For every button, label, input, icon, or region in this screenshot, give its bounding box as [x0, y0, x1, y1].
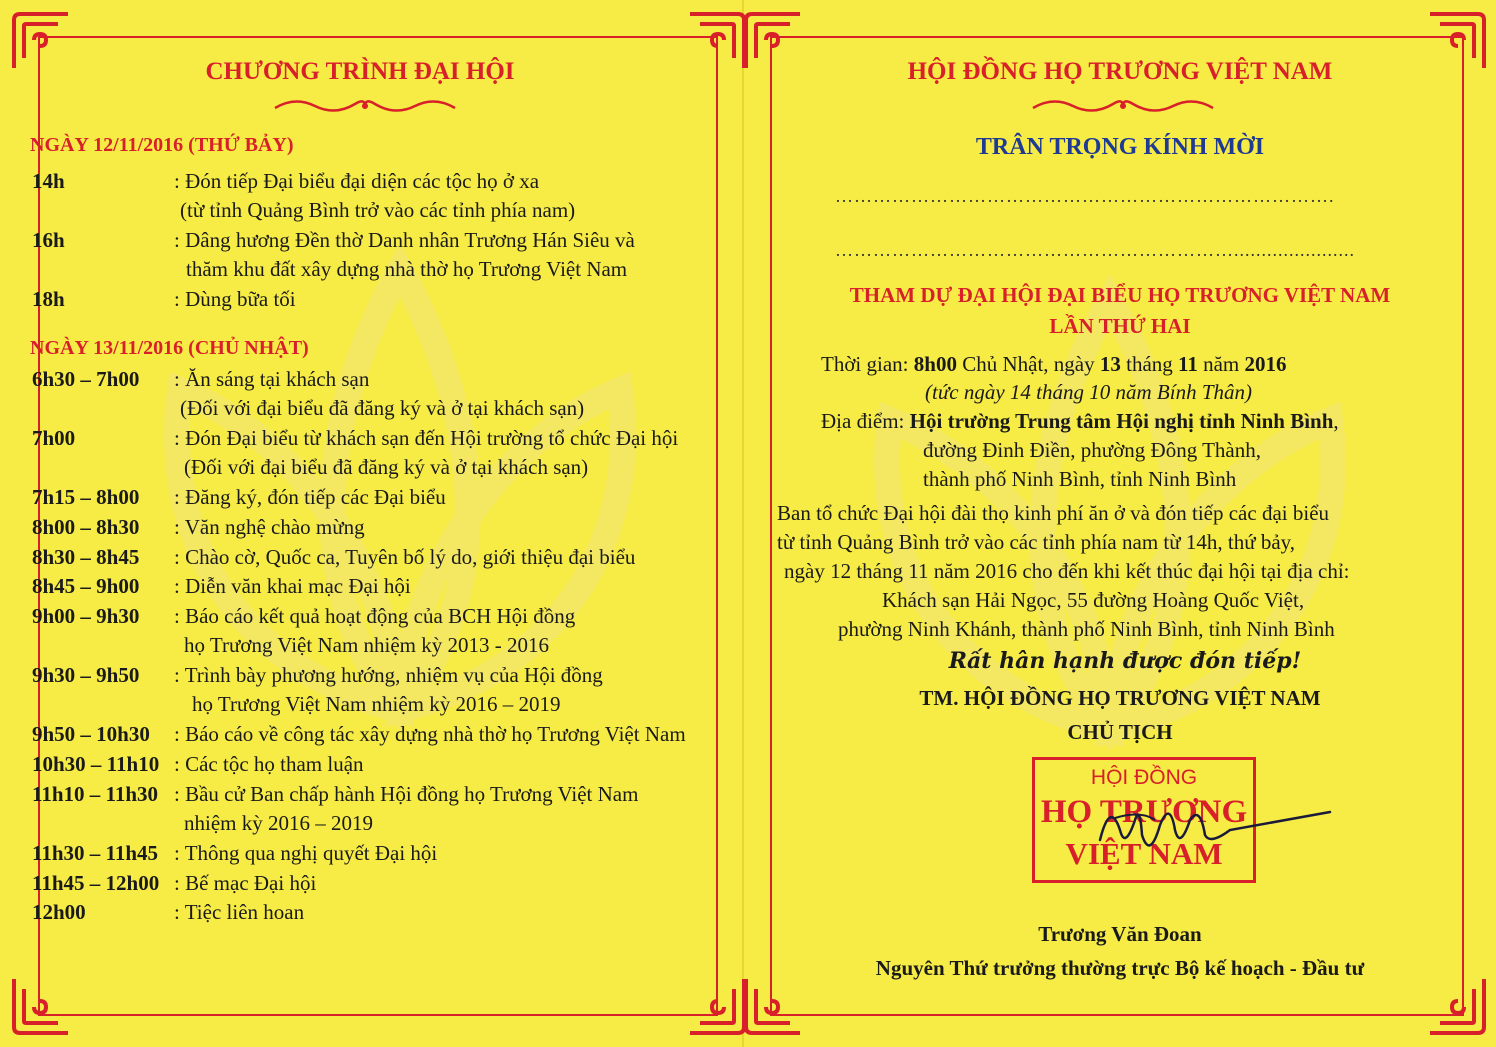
time-hour: 8h00 — [913, 352, 957, 376]
corner-ornament-icon — [742, 10, 804, 72]
hotel-address-1: Khách sạn Hải Ngọc, 55 đường Hoàng Quốc Việt, — [882, 588, 1305, 612]
signer-title: Nguyên Thứ trưởng thường trực Bộ kế hoạch - Đầu tư — [875, 956, 1365, 980]
schedule-time: 8h45 – 9h00 — [32, 574, 140, 598]
welcome-message: Rất hân hạnh được đón tiếp! — [948, 648, 1302, 674]
schedule-desc: : Bầu cử Ban chấp hành Hội đồng họ Trương Việt Nam — [174, 782, 639, 806]
signatory-role: CHỦ TỊCH — [1067, 720, 1173, 744]
schedule-time: 9h00 – 9h30 — [32, 604, 140, 628]
venue-label: Địa điểm: — [821, 409, 910, 433]
seal-line-1: HỘI ĐỒNG — [1090, 766, 1198, 789]
sponsor-note-2: từ tỉnh Quảng Bình trở vào các tỉnh phía nam từ 14h, thứ bảy, — [777, 530, 1296, 554]
event-venue — [821, 407, 1339, 436]
lunar-date: (tức ngày 14 tháng 10 năm Bính Thân) — [925, 380, 1253, 404]
schedule-time: 8h30 – 8h45 — [32, 545, 140, 569]
invitee-line-1: ……………………………………………………………………. — [835, 186, 1335, 206]
event-title-line1: THAM DỰ ĐẠI HỘI ĐẠI BIỂU HỌ TRƯƠNG VIỆT NAM — [849, 283, 1391, 307]
schedule-desc-cont: (từ tỉnh Quảng Bình trở vào các tỉnh phía nam) — [180, 198, 576, 222]
schedule-time: 14h — [32, 169, 65, 193]
schedule-time: 10h30 – 11h10 — [32, 752, 160, 776]
corner-ornament-icon — [10, 975, 72, 1037]
center-fold — [742, 0, 744, 1047]
invite-heading: TRÂN TRỌNG KÍNH MỜI — [975, 134, 1265, 160]
venue-address-2: thành phố Ninh Bình, tỉnh Ninh Bình — [923, 467, 1237, 491]
schedule-desc: : Đón tiếp Đại biểu đại diện các tộc họ ở xa — [174, 169, 540, 193]
corner-ornament-icon — [742, 975, 804, 1037]
signer-name: Trương Văn Đoan — [1038, 922, 1202, 946]
venue-name: Hội trường Trung tâm Hội nghị tỉnh Ninh Bình — [909, 409, 1334, 433]
sponsor-note-3: ngày 12 tháng 11 năm 2016 cho đến khi kết thúc đại hội tại địa chỉ: — [784, 559, 1350, 583]
schedule-time: 16h — [32, 228, 65, 252]
schedule-desc: : Văn nghệ chào mừng — [174, 515, 365, 539]
swirl-divider-icon — [270, 94, 460, 116]
schedule-time: 18h — [32, 287, 65, 311]
time-month: 11 — [1178, 352, 1198, 376]
event-title-line2: LẦN THỨ HAI — [1049, 314, 1191, 338]
time-day: 13 — [1099, 352, 1121, 376]
schedule-time: 9h50 – 10h30 — [32, 722, 150, 746]
schedule-time: 11h10 – 11h30 — [32, 782, 159, 806]
time-year: 2016 — [1244, 352, 1287, 376]
schedule-time: 9h30 – 9h50 — [32, 663, 140, 687]
schedule-desc-cont: họ Trương Việt Nam nhiệm kỳ 2016 – 2019 — [192, 692, 561, 716]
schedule-time: 12h00 — [32, 900, 86, 924]
schedule-desc: : Tiệc liên hoan — [174, 900, 305, 924]
schedule-time: 11h45 – 12h00 — [32, 871, 160, 895]
schedule-time: 8h00 – 8h30 — [32, 515, 140, 539]
corner-ornament-icon — [1426, 975, 1488, 1037]
schedule-desc-cont: nhiệm kỳ 2016 – 2019 — [184, 811, 373, 835]
time-weekday: Chủ Nhật, ngày — [956, 352, 1100, 376]
schedule-desc-cont: (Đối với đại biểu đã đăng ký và ở tại khách sạn) — [184, 455, 589, 479]
time-month-label: tháng — [1120, 352, 1179, 376]
handwritten-signature-icon — [1080, 790, 1340, 870]
seal-line-3: VIỆT NAM — [1065, 836, 1223, 871]
program-title: CHƯƠNG TRÌNH ĐẠI HỘI — [205, 58, 515, 85]
schedule-desc: : Chào cờ, Quốc ca, Tuyên bố lý do, giới thiệu đại biểu — [174, 545, 636, 569]
time-label: Thời gian: — [821, 352, 914, 376]
corner-ornament-icon — [10, 10, 72, 72]
schedule-desc: : Dùng bữa tối — [174, 287, 296, 311]
schedule-desc: : Ăn sáng tại khách sạn — [174, 367, 370, 391]
council-title: HỘI ĐỒNG HỌ TRƯƠNG VIỆT NAM — [907, 58, 1333, 85]
schedule-time: 11h30 – 11h45 — [32, 841, 159, 865]
schedule-desc: : Thông qua nghị quyết Đại hội — [174, 841, 438, 865]
corner-ornament-icon — [686, 10, 748, 72]
venue-comma: , — [1333, 409, 1339, 433]
schedule-desc: : Báo cáo kết quả hoạt động của BCH Hội đồng — [174, 604, 576, 628]
day1-heading: NGÀY 12/11/2016 (THỨ BẢY) — [30, 134, 294, 156]
schedule-desc: : Diễn văn khai mạc Đại hội — [174, 574, 411, 598]
schedule-desc-cont: họ Trương Việt Nam nhiệm kỳ 2013 - 2016 — [184, 633, 550, 657]
schedule-desc: : Đón Đại biểu từ khách sạn đến Hội trường tổ chức Đại hội — [174, 426, 679, 450]
schedule-desc: : Trình bày phương hướng, nhiệm vụ của Hội đồng — [174, 663, 603, 687]
hotel-address-2: phường Ninh Khánh, thành phố Ninh Bình, tỉnh Ninh Bình — [838, 617, 1335, 641]
schedule-desc: : Báo cáo về công tác xây dựng nhà thờ họ Trương Việt Nam — [174, 722, 686, 746]
schedule-desc: : Đăng ký, đón tiếp các Đại biểu — [174, 485, 446, 509]
venue-address-1: đường Đinh Điền, phường Đông Thành, — [923, 438, 1261, 462]
schedule-time: 6h30 – 7h00 — [32, 367, 140, 391]
schedule-desc: : Dâng hương Đền thờ Danh nhân Trương Hán Siêu và — [174, 228, 635, 252]
corner-ornament-icon — [1426, 10, 1488, 72]
schedule-desc-cont: (Đối với đại biểu đã đăng ký và ở tại khách sạn) — [180, 396, 585, 420]
schedule-time: 7h15 – 8h00 — [32, 485, 140, 509]
time-year-label: năm — [1197, 352, 1245, 376]
sponsor-note-1: Ban tổ chức Đại hội đài thọ kinh phí ăn ở và đón tiếp các đại biểu — [777, 501, 1330, 525]
corner-ornament-icon — [686, 975, 748, 1037]
day2-heading: NGÀY 13/11/2016 (CHỦ NHẬT) — [30, 337, 309, 359]
swirl-divider-icon — [1028, 94, 1218, 116]
signatory-organization: TM. HỘI ĐỒNG HỌ TRƯƠNG VIỆT NAM — [919, 686, 1321, 710]
schedule-desc: : Bế mạc Đại hội — [174, 871, 317, 895]
invitee-line-2: ………………………………………………………...................... — [835, 240, 1355, 260]
event-time — [821, 350, 1287, 379]
seal-line-2: HỌ TRƯƠNG — [1040, 794, 1248, 830]
schedule-desc: : Các tộc họ tham luận — [174, 752, 364, 776]
schedule-desc-cont: thăm khu đất xây dựng nhà thờ họ Trương Việt Nam — [186, 257, 628, 281]
schedule-time: 7h00 — [32, 426, 76, 450]
